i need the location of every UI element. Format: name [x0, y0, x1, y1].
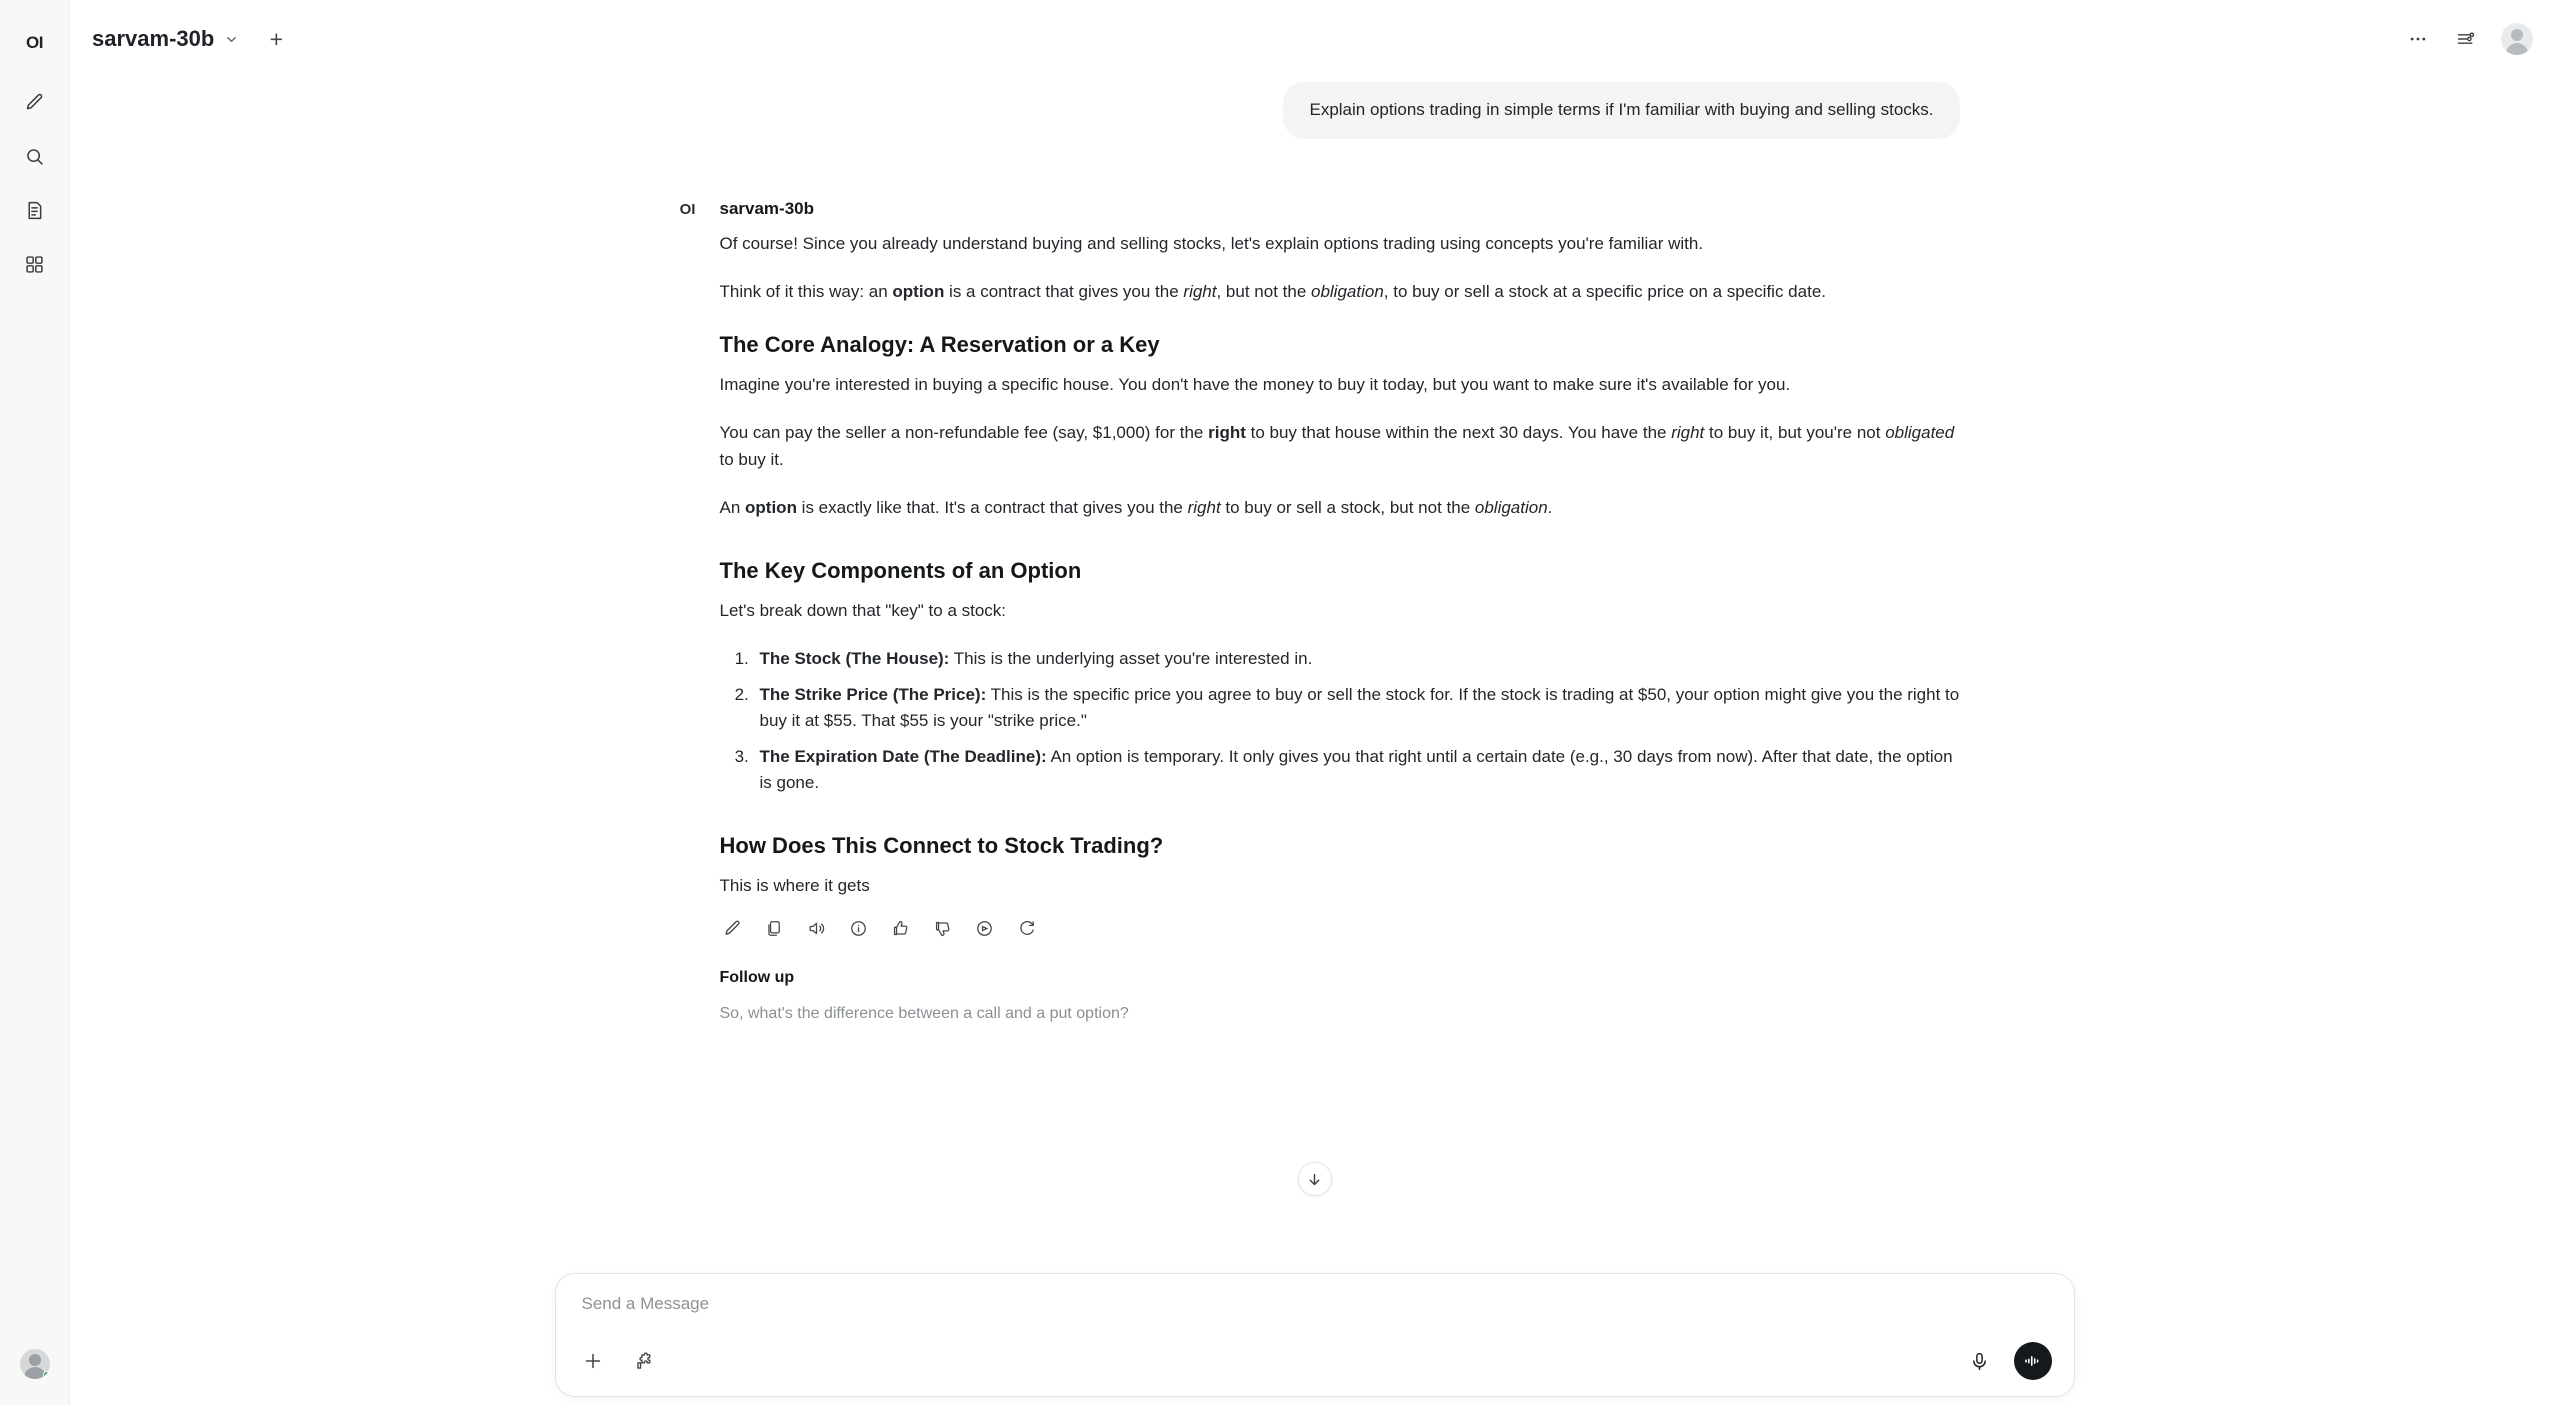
conversation-pane: [70, 78, 2559, 1405]
text-fragment: to buy it, but you're not: [1704, 423, 1886, 443]
composer-left-tools: [582, 1350, 655, 1372]
search-icon: [24, 146, 45, 172]
copy-icon[interactable]: [762, 915, 788, 941]
text-fragment: is exactly like that. It's a contract that gives you the: [796, 498, 1188, 518]
components-list: [724, 646, 1960, 797]
composer: [555, 1273, 2075, 1397]
text-fragment: to buy it.: [719, 449, 784, 469]
top-bar-actions: [2405, 23, 2559, 55]
account-avatar[interactable]: [2501, 23, 2533, 55]
list-item-text: This is the underlying asset you're interested in.: [949, 649, 1313, 669]
scroll-to-bottom-button[interactable]: [1298, 1162, 1332, 1196]
thumbs-down-icon[interactable]: [930, 915, 956, 941]
text-fragment: to buy that house within the next 30 days. You have the: [1245, 423, 1672, 443]
assistant-trailing-text: This is where it gets: [719, 875, 870, 895]
model-selector-label[interactable]: sarvam-30b: [92, 26, 215, 51]
assistant-body: [720, 199, 1960, 1024]
more-options-icon[interactable]: [2405, 26, 2431, 52]
left-rail: [0, 0, 70, 1405]
message-actions: [720, 915, 1960, 941]
list-item-term: The Stock (The House):: [759, 649, 950, 669]
text-strong: option: [892, 282, 945, 302]
online-status-dot: [43, 1371, 50, 1379]
text-emphasis: right: [1183, 282, 1217, 302]
speaker-icon[interactable]: [804, 915, 830, 941]
assistant-intro-paragraph: Of course! Since you already understand buying and selling stocks, let's explain options trading using concepts you're familiar with.: [719, 233, 1704, 253]
chevron-down-icon[interactable]: [224, 32, 239, 47]
text-fragment: An: [719, 498, 746, 518]
edit-icon[interactable]: [720, 915, 746, 941]
text-emphasis: obligation: [1474, 498, 1548, 518]
compose-icon: [24, 92, 45, 118]
thumbs-up-icon[interactable]: [888, 915, 914, 941]
assistant-breakdown-paragraph: Let's break down that "key" to a stock:: [719, 600, 1007, 620]
section-heading-key-components: The Key Components of an Option: [719, 557, 1082, 583]
section-heading-connect: How Does This Connect to Stock Trading?: [719, 832, 1164, 858]
rail-item-library[interactable]: [16, 194, 54, 232]
composer-right-tools: [1969, 1342, 2052, 1380]
text-fragment: to buy or sell a stock, but not the: [1220, 498, 1475, 518]
tools-puzzle-icon[interactable]: [634, 1351, 655, 1372]
section-heading-core-analogy: The Core Analogy: A Reservation or a Key: [719, 331, 1160, 357]
assistant-name: sarvam-30b: [719, 198, 815, 218]
message-input[interactable]: [582, 1294, 2048, 1314]
conversation-inner: [670, 78, 1960, 1023]
voice-mode-button[interactable]: [2014, 1342, 2052, 1380]
rail-item-search[interactable]: [16, 140, 54, 178]
list-item-text: This is the specific price you agree to buy or sell the stock for. If the stock is trading at $50, your option might give you the right to buy it at $55. That $55 is your "strike price.": [759, 684, 1960, 731]
list-item: [754, 682, 1960, 735]
text-strong: option: [745, 498, 797, 518]
assistant-avatar: OI: [679, 200, 696, 218]
regenerate-icon[interactable]: [1014, 915, 1040, 941]
list-item-term: The Strike Price (The Price):: [759, 684, 987, 704]
assistant-option-definition: [720, 279, 1960, 306]
avatar-head: [29, 1354, 41, 1366]
composer-area: [70, 1265, 2559, 1405]
apps-icon: [24, 254, 45, 280]
rail-item-apps[interactable]: [16, 248, 54, 286]
text-fragment: .: [1547, 498, 1553, 518]
list-item: [754, 744, 1960, 797]
text-fragment: is a contract that gives you the: [944, 282, 1184, 302]
info-icon[interactable]: [846, 915, 872, 941]
user-message-bubble: Explain options trading in simple terms if I'm familiar with buying and selling stocks.: [1283, 82, 1959, 139]
composer-toolbar: [582, 1342, 2052, 1380]
microphone-icon[interactable]: [1969, 1351, 1990, 1372]
text-fragment: , but not the: [1216, 282, 1311, 302]
text-emphasis: right: [1187, 498, 1221, 518]
list-item-term: The Expiration Date (The Deadline):: [759, 746, 1047, 766]
assistant-exactly-paragraph: [720, 495, 1960, 522]
follow-up-title: Follow up: [719, 969, 795, 987]
follow-up-suggestion[interactable]: So, what's the difference between a call and a put option?: [719, 1005, 1129, 1023]
text-emphasis: right: [1671, 423, 1705, 443]
text-emphasis: obligated: [1885, 423, 1955, 443]
avatar-body: [2506, 43, 2528, 55]
user-message-row: [670, 82, 1960, 139]
assistant-fee-paragraph: [720, 420, 1960, 473]
text-emphasis: obligation: [1311, 282, 1384, 302]
rail-user-avatar[interactable]: [20, 1349, 50, 1379]
settings-sliders-icon[interactable]: [2453, 26, 2479, 52]
avatar-head: [2511, 29, 2523, 41]
text-fragment: , to buy or sell a stock at a specific price on a specific date.: [1383, 282, 1826, 302]
new-chat-button[interactable]: +: [269, 25, 284, 52]
list-item-text: An option is temporary. It only gives you that right until a certain date (e.g., 30 days from now). After that date, the option is gone.: [759, 746, 1953, 793]
rail-icon-group: [16, 86, 54, 286]
app-logo: OI: [26, 33, 43, 52]
text-strong: right: [1208, 423, 1246, 443]
library-icon: [24, 200, 45, 226]
assistant-message: [670, 199, 1960, 1024]
text-fragment: You can pay the seller a non-refundable fee (say, $1,000) for the: [719, 423, 1209, 443]
branch-icon[interactable]: [972, 915, 998, 941]
add-attachment-icon[interactable]: [582, 1350, 604, 1372]
text-fragment: Think of it this way: an: [719, 282, 893, 302]
list-item: [754, 646, 1960, 673]
rail-item-compose[interactable]: [16, 86, 54, 124]
top-bar: [70, 0, 2559, 78]
assistant-house-paragraph: Imagine you're interested in buying a specific house. You don't have the money to buy it today, but you want to make sure it's available for you.: [719, 374, 1791, 394]
